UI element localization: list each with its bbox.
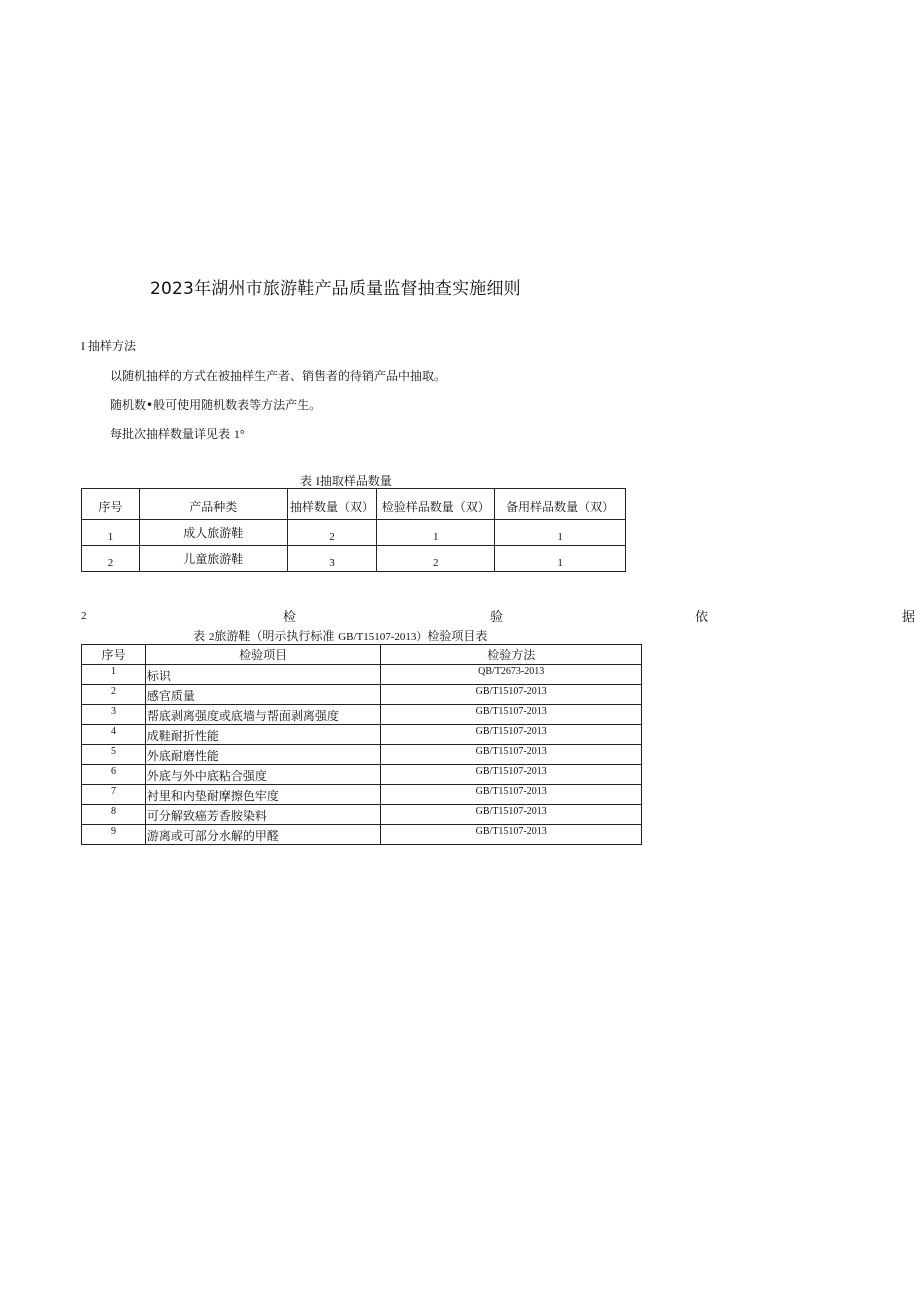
table-row (82, 765, 642, 785)
inspection-method: GB/T15107-2013 (381, 745, 642, 765)
paragraph-text: 每批次抽样数量详见表 (110, 427, 231, 441)
row-number: 6 (82, 765, 146, 785)
table-row (82, 745, 642, 765)
cell-number: 2 (107, 556, 114, 569)
inspection-item: 衬里和内垫耐摩擦色牢度 (145, 785, 381, 805)
table-row (82, 685, 642, 705)
table-cell (287, 546, 377, 572)
inspection-item: 感官质量 (145, 685, 381, 705)
column-header: 检验样品数量（双） (377, 489, 495, 520)
inspection-method: GB/T15107-2013 (381, 685, 642, 705)
inspection-method: GB/T15107-2013 (381, 705, 642, 725)
row-number: 3 (82, 705, 146, 725)
caption-text: 旅游鞋（明示执行标准 (214, 629, 335, 643)
table-row (82, 705, 642, 725)
caption-prefix: 表 (300, 474, 313, 488)
caption-standard: GB/T15107-2013） (338, 631, 428, 643)
row-number: 7 (82, 785, 146, 805)
table-row (82, 546, 626, 572)
section-heading-char: 验 (490, 610, 504, 625)
table-header-row (82, 645, 642, 665)
inspection-method: GB/T15107-2013 (381, 725, 642, 745)
table-row (82, 725, 642, 745)
table-cell (82, 520, 140, 546)
table-header-row (82, 489, 626, 520)
inspection-items-table (81, 644, 642, 845)
table-row (82, 825, 642, 845)
cell-number: 1 (107, 530, 114, 543)
inspection-item: 成鞋耐折性能 (145, 725, 381, 745)
table2-caption (193, 627, 487, 644)
inspection-method: GB/T15107-2013 (381, 825, 642, 845)
table-cell: 成人旅游鞋 (139, 520, 287, 546)
inspection-item: 帮底剥离强度或底墙与帮面剥离强度 (145, 705, 381, 725)
table-cell: 儿童旅游鞋 (139, 546, 287, 572)
column-header: 抽样数量（双） (287, 489, 377, 520)
inspection-item: 外底耐磨性能 (145, 745, 381, 765)
paragraph: 随机数•般可使用随机数表等方法产生。 (110, 398, 322, 412)
inspection-method: GB/T15107-2013 (381, 765, 642, 785)
table-cell (82, 546, 140, 572)
column-header: 检验方法 (381, 645, 642, 665)
paragraph (110, 425, 245, 442)
cell-number: 2 (433, 556, 439, 569)
table-row (82, 520, 626, 546)
table-cell (495, 546, 626, 572)
inspection-item: 游离或可部分水解的甲醛 (145, 825, 381, 845)
table-cell (377, 546, 495, 572)
paragraph: 以随机抽样的方式在被抽样生产者、销售者的待销产品中抽取。 (110, 369, 447, 383)
table-row (82, 805, 642, 825)
column-header: 备用样品数量（双） (495, 489, 626, 520)
caption-number: I (315, 474, 320, 488)
row-number: 1 (82, 665, 146, 685)
cell-number: 1 (557, 556, 563, 569)
column-header: 检验项目 (145, 645, 381, 665)
inspection-method: GB/T15107-2013 (381, 785, 642, 805)
caption-prefix: 表 (193, 629, 206, 643)
table-reference: 1° (233, 427, 245, 441)
table-cell (377, 520, 495, 546)
row-number: 4 (82, 725, 146, 745)
row-number: 9 (82, 825, 146, 845)
table-row (82, 785, 642, 805)
column-header: 序号 (82, 645, 146, 665)
table-row (82, 665, 642, 685)
cell-number: 1 (557, 530, 563, 543)
cell-number: 1 (433, 530, 439, 543)
inspection-item: 标识 (145, 665, 381, 685)
table-cell (287, 520, 377, 546)
page-title: 2023年湖州市旅游鞋产品质量监督抽查实施细则 (150, 279, 521, 299)
column-header: 产品种类 (139, 489, 287, 520)
table1-caption (300, 472, 392, 489)
inspection-method: GB/T15107-2013 (381, 805, 642, 825)
cell-number: 2 (329, 530, 335, 543)
inspection-method: QB/T2673-2013 (381, 665, 642, 685)
cell-number: 3 (329, 556, 335, 569)
section-heading-char: 检 (283, 610, 297, 625)
section-heading-char: 依 (695, 610, 709, 625)
section-heading-sampling (81, 337, 136, 354)
table-cell (495, 520, 626, 546)
column-header: 序号 (82, 489, 140, 520)
row-number: 8 (82, 805, 146, 825)
section-heading-text: 抽样方法 (88, 339, 137, 353)
caption-text: 抽取样品数量 (319, 474, 392, 488)
caption-number: 2 (208, 631, 215, 643)
section-number: I (81, 339, 85, 353)
sample-quantity-table (81, 488, 626, 572)
row-number: 5 (82, 745, 146, 765)
section-heading-char: 据 (902, 610, 916, 625)
caption-text: 检验项目表 (427, 629, 488, 643)
inspection-item: 外底与外中底粘合强度 (145, 765, 381, 785)
section-number: 2 (81, 610, 87, 622)
row-number: 2 (82, 685, 146, 705)
inspection-item: 可分解致癌芳香胺染料 (145, 805, 381, 825)
